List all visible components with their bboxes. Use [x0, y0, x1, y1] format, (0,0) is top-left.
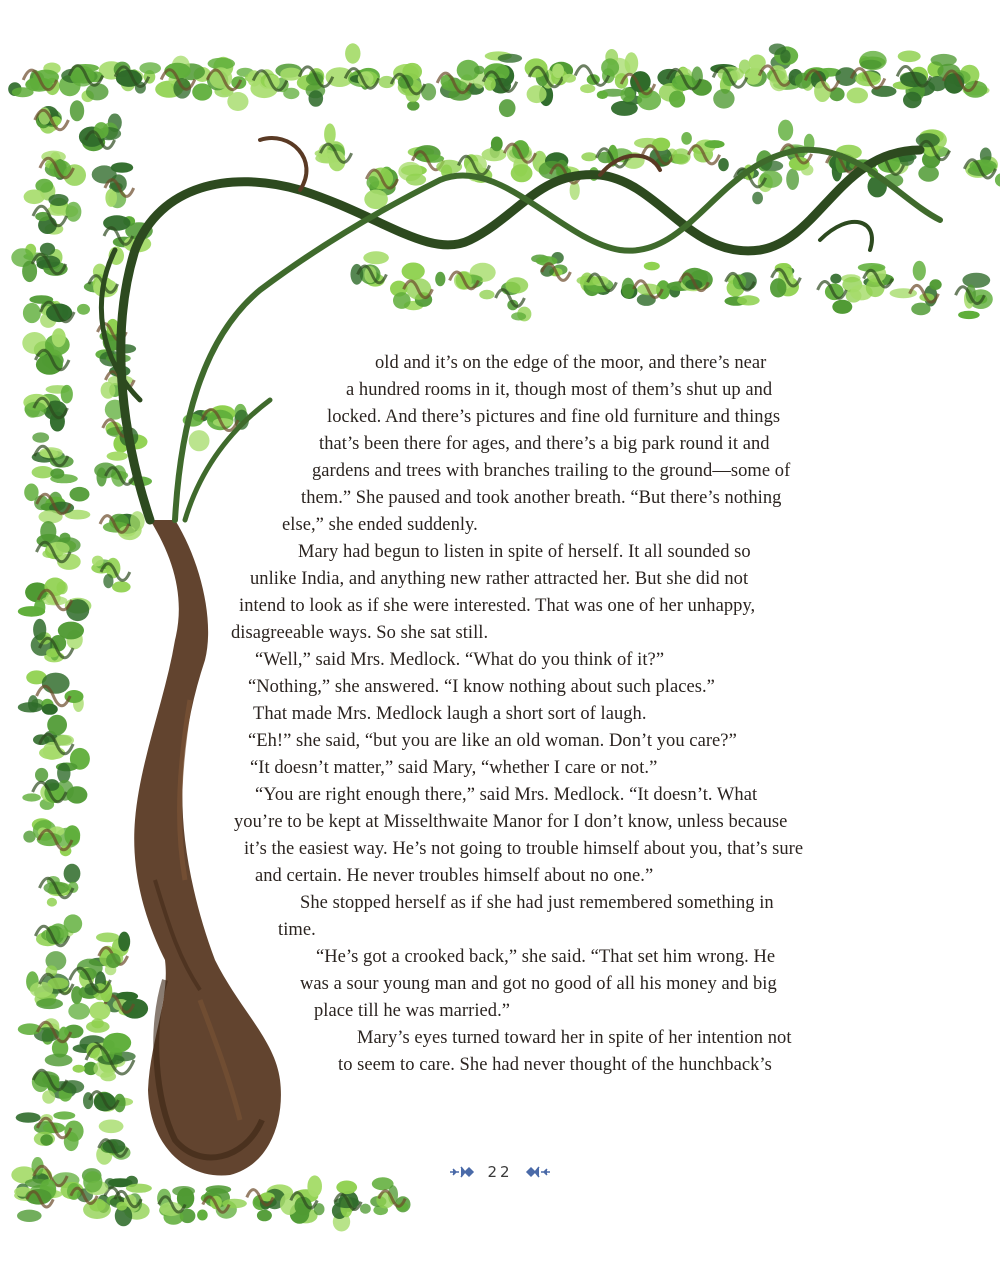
leaf-shape	[17, 1210, 42, 1222]
text-line: “He’s got a crooked back,” she said. “That set him wrong. He	[316, 947, 776, 967]
leaf-shape	[61, 385, 73, 404]
leaf-shape	[47, 715, 67, 735]
leaf-shape	[718, 158, 729, 171]
leaf-shape	[70, 487, 90, 502]
leaf-shape	[22, 261, 37, 283]
leaf-shape	[681, 132, 692, 145]
leaf-shape	[172, 1186, 195, 1196]
leaf-shape	[53, 1111, 75, 1119]
leaf-shape	[360, 1204, 371, 1214]
leaf-shape	[52, 328, 66, 347]
leaf-shape	[112, 581, 131, 592]
leaf-shape	[206, 1185, 232, 1193]
leaf-shape	[393, 292, 411, 309]
leaf-shape	[18, 702, 43, 712]
leaf-shape	[48, 194, 68, 206]
leaf-shape	[36, 355, 63, 375]
leaf-shape	[83, 1171, 102, 1192]
leaf-shape	[42, 1090, 55, 1104]
leaf-shape	[903, 92, 922, 108]
leaf-shape	[35, 768, 48, 782]
text-line: That made Mrs. Medlock laugh a short sort of laugh.	[253, 704, 647, 724]
leaf-shape	[580, 84, 595, 93]
leaf-shape	[911, 303, 930, 316]
leaf-shape	[100, 1072, 116, 1082]
leaf-shape	[16, 1112, 41, 1122]
leaf-shape	[66, 202, 82, 222]
page-number: 22	[487, 1163, 513, 1181]
leaf-shape	[402, 263, 425, 281]
leaf-shape	[499, 99, 516, 117]
leaf-shape	[73, 1065, 85, 1073]
leaf-shape	[36, 998, 63, 1009]
leaf-shape	[106, 953, 121, 968]
leaf-shape	[474, 66, 485, 74]
leaf-shape	[962, 273, 990, 288]
text-line: She stopped herself as if she had just remembered something in	[300, 893, 774, 913]
text-line: else,” she ended suddenly.	[282, 515, 478, 535]
leaf-shape	[737, 295, 760, 305]
leaf-shape	[511, 164, 533, 182]
leaf-shape	[669, 91, 685, 108]
leaf-shape	[99, 1120, 124, 1134]
leaf-shape	[898, 51, 921, 63]
leaf-shape	[866, 278, 885, 297]
leaf-shape	[23, 303, 41, 323]
text-line: unlike India, and anything new rather attracted her. But she did not	[250, 569, 749, 589]
leaf-shape	[786, 169, 799, 190]
leaf-shape	[930, 279, 942, 290]
leaf-shape	[995, 173, 1000, 187]
leaf-shape	[704, 140, 724, 148]
leaf-shape	[406, 174, 426, 186]
text-line: intend to look as if she were interested. That was one of her unhappy,	[239, 596, 756, 616]
text-line: Mary’s eyes turned toward her in spite of her intention not	[357, 1028, 792, 1048]
leaf-shape	[64, 914, 83, 933]
leaf-shape	[918, 165, 939, 181]
leaf-shape	[625, 52, 639, 74]
leaf-shape	[116, 1202, 127, 1211]
text-line: you’re to be kept at Misselthwaite Manor for I don’t know, unless because	[234, 812, 788, 832]
fleuron-ornament-icon	[449, 1165, 477, 1179]
leaf-shape	[126, 1184, 152, 1193]
leaf-shape	[752, 192, 763, 205]
text-line: that’s been there for ages, and there’s a big park round it and	[319, 434, 770, 454]
text-line: to seem to care. She had never thought of the hunchback’s	[338, 1055, 772, 1075]
leaf-shape	[97, 468, 107, 487]
leaf-shape	[40, 1134, 53, 1145]
leaf-shape	[505, 277, 528, 293]
leaf-shape	[511, 312, 526, 320]
leaf-shape	[222, 1199, 247, 1208]
leaf-shape	[498, 54, 522, 63]
text-line: gardens and trees with branches trailing to the ground—some of	[312, 461, 791, 481]
leaf-shape	[916, 133, 940, 147]
leaf-shape	[307, 1175, 322, 1197]
leaf-shape	[44, 578, 65, 597]
leaf-shape	[407, 101, 419, 111]
leaf-shape	[778, 120, 793, 141]
leaf-shape	[860, 60, 882, 69]
leaf-shape	[47, 898, 57, 907]
leaf-shape	[830, 274, 841, 284]
leaf-shape	[597, 91, 608, 99]
leaf-shape	[435, 272, 445, 286]
leaf-shape	[24, 190, 45, 205]
leaf-shape	[847, 88, 868, 104]
leaf-shape	[96, 933, 119, 943]
leaf-shape	[42, 704, 58, 715]
leaf-shape	[34, 599, 45, 615]
leaf-shape	[644, 262, 660, 271]
leaf-shape	[130, 511, 145, 531]
leaf-shape	[601, 58, 619, 76]
leaf-shape	[958, 311, 980, 319]
text-line: was a sour young man and got no good of all his money and big	[300, 974, 777, 994]
leaf-shape	[64, 864, 81, 884]
leaf-shape	[33, 619, 46, 641]
leaf-shape	[620, 87, 635, 102]
leaf-shape	[70, 100, 84, 121]
fleuron-ornament-icon	[523, 1165, 551, 1179]
leaf-shape	[491, 137, 503, 152]
text-line: it’s the easiest way. He’s not going to trouble himself about you, that’s sure	[244, 839, 804, 859]
text-line: time.	[278, 920, 316, 940]
leaf-shape	[336, 1181, 357, 1195]
leaf-shape	[770, 278, 786, 297]
leaf-shape	[139, 62, 161, 74]
leaf-shape	[581, 152, 597, 161]
text-line: “Eh!” she said, “but you are like an old woman. Don’t you care?”	[248, 731, 737, 751]
text-line: “Well,” said Mrs. Medlock. “What do you think of it?”	[255, 650, 665, 670]
leaf-shape	[257, 1210, 272, 1222]
leaf-shape	[94, 122, 109, 139]
leaf-shape	[309, 90, 324, 107]
leaf-shape	[111, 162, 133, 172]
leaf-shape	[122, 999, 148, 1019]
leaf-shape	[913, 261, 926, 281]
leaf-shape	[713, 89, 734, 109]
leaf-shape	[227, 92, 248, 111]
leaf-shape	[552, 64, 564, 79]
leaf-shape	[769, 44, 786, 55]
text-line: old and it’s on the edge of the moor, and there’s near	[375, 353, 767, 373]
leaf-shape	[89, 1002, 110, 1020]
leaf-shape	[22, 793, 41, 801]
leaf-shape	[32, 432, 49, 442]
leaf-shape	[363, 251, 389, 264]
leaf-shape	[42, 673, 70, 694]
leaf-shape	[103, 574, 113, 588]
leaf-shape	[672, 148, 691, 164]
text-line: locked. And there’s pictures and fine old furniture and things	[327, 407, 781, 427]
leaf-shape	[527, 85, 547, 103]
text-line: them.” She paused and took another breath. “But there’s nothing	[301, 488, 782, 508]
leaf-shape	[68, 1003, 90, 1020]
leaf-shape	[436, 160, 462, 174]
leaf-shape	[832, 300, 852, 314]
leaf-shape	[45, 1054, 73, 1067]
leaf-shape	[197, 1210, 208, 1221]
text-line: disagreeable ways. So she sat still.	[231, 623, 489, 643]
text-line: a hundred rooms in it, though most of them’s shut up and	[346, 380, 773, 400]
text-line: “You are right enough there,” said Mrs. Medlock. “It doesn’t. What	[255, 785, 758, 805]
leaf-shape	[189, 430, 210, 451]
leaf-shape	[91, 1018, 104, 1028]
leaf-shape	[40, 521, 56, 542]
leaf-shape	[47, 978, 68, 990]
text-line: place till he was married.”	[314, 1001, 511, 1021]
text-line: Mary had begun to listen in spite of herself. It all sounded so	[298, 542, 751, 562]
leaf-shape	[64, 1121, 83, 1142]
leaf-shape	[479, 290, 494, 300]
leaf-shape	[118, 932, 130, 952]
leaf-shape	[345, 43, 360, 63]
text-line: and certain. He never troubles himself about no one.”	[255, 866, 654, 886]
leaf-shape	[12, 87, 34, 97]
text-line: “Nothing,” she answered. “I know nothing about such places.”	[248, 677, 715, 697]
page-number-footer	[420, 1160, 580, 1184]
leaf-shape	[92, 556, 104, 567]
leaf-shape	[324, 123, 336, 145]
leaf-shape	[77, 304, 90, 315]
leaf-shape	[50, 468, 64, 478]
leaf-shape	[107, 452, 128, 461]
text-line: “It doesn’t matter,” said Mary, “whether I care or not.”	[250, 758, 658, 778]
